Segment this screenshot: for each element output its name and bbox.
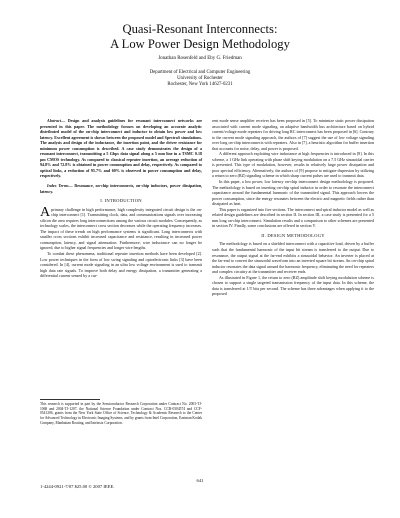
body-paragraph: In this paper, a low power, low latency on-chip interconnect design methodology is proposed. The methodology is based on inserting on-chip spiral inductor in order to resonate the interconnect capacitance around the fundamental harmonic of the transmitted signal. This approach lowers the power consumption, since the energy resonates between the electric and magnetic fields rather than dissipated as heat. [212, 179, 374, 207]
body-paragraph: This paper is organized into five sections. The interconnect and spiral inductor model as well as related design guidelines are described in section II. In section III, a case study is presented for a 5 mm long on-chip interconnect. Simulation results and a comparison to other schemes are presented in section IV. Finally, some conclusions are offered in section V. [212, 206, 374, 229]
index-terms-label: Index Terms [47, 183, 69, 189]
right-column [212, 118, 374, 297]
page-number: 641 [196, 478, 204, 483]
title-line-1: Quasi-Resonant Interconnects: [122, 22, 278, 36]
body-paragraph: The methodology is based on a shielded interconnect with a capacitive load, driven by a buffer such that the fundamental harmonic of the input bit stream is transferred to the output. Due to resonance, the output signal at the far-end exhibits a sinusoidal behavior. An inverter is placed at the far-end to convert the sinusoidal waveform into an inverted square bit stream. An on-chip spiral inductor resonates the data signal around the harmonic frequency, eliminating the need for repeaters and complex circuitry at the transmitter and receiver ends. [212, 241, 374, 275]
body-paragraph: As illustrated in Figure 1, the return to zero (RZ) amplitude shift keying modulation scheme is chosen to support a single targeted transmission frequency of the input data. In this scheme, the data is transferred at 1/T bits per second. The scheme has three advantages when applying it to the proposed [212, 274, 374, 297]
abstract [40, 118, 202, 179]
abstract-text: — Design and analysis guidelines for resonant interconnect networks are presented in this paper. The methodology focuses on developing an accurate analytic distributed model of the on-chip interconnect and inductor to obtain low power and low latency. Excellent agreement is shown between the proposed model and SpectraS simulations. The analysis and design of the inductance, the insertion point, and the driver resistance for minimum power consumption is described. A case study demonstrates the design of a resonant interconnect, transmitting a 5 Gbps data signal along a 5 mm line in a TSMC 0.18 μm CMOS technology. As compared to classical repeater insertion, an average reduction of 94.8% and 72.8% is obtained in power consumption and delay, respectively. As compared to optical links, a reduction of 95.7% and 60% is observed in power consumption and delay, respectively. [40, 118, 202, 179]
title-line-2: A Low Power Design Methodology [110, 37, 290, 51]
affiliation-line: Department of Electrical and Computer Engineering [149, 70, 251, 75]
intro-paragraph-2: To combat these phenomena, traditional repeater insertion methods have been developed [2]. Low power techniques in the form of low swing signaling and optoelectronic links [3] have been considered. In [4], current mode signaling in an ultra low voltage environment is used to transmit high data rate signals. To improve both delay and energy dissipation, a transmitter generating a differential current sensed by a cur- [40, 251, 202, 279]
index-terms-text: — Resonance, on-chip interconnects, on-chip inductors, power dissipation, latency. [40, 183, 203, 194]
footnote: This research is supported in part by the Semiconductor Research Corporation under Contract No. 2003-TJ-1068 and 2004-TJ-1207, the National Science Foundation under Contract Nos. CCR-0304574 and CCF-0541206, grants from the New York State Office of Science, Technology & Academic Research to the Center for Advanced Technology in Electronic Imaging Systems, and by grants from Intel Corporation, Eastman Kodak Company, Manhattan Routing, and Intrinsix Corporation. [40, 402, 202, 425]
section-heading-introduction: I. INTRODUCTION [100, 198, 142, 204]
affiliation-line: University of Rochester [177, 76, 223, 82]
intro-paragraph-1 [40, 204, 202, 251]
paper-title [0, 22, 400, 52]
body-paragraph: A different approach exploiting wire inductance at high frequencies is introduced in [8]. In this scheme, a 1 GHz link operating with phase shift keying modulation on a 7.5 GHz sinusoidal carrier is presented. This type of modulation, however, results in relatively large power dissipation and poor spectral efficiency. Alternatively, the authors of [9] propose to mitigate dispersion by utilizing a return to zero (RZ) signaling scheme in which sharp current pulses are used to transmit data. [212, 151, 374, 179]
abstract-label: Abstract [47, 118, 61, 123]
affiliation [0, 70, 400, 89]
left-column [40, 118, 202, 279]
footnote-rule [40, 399, 100, 400]
intro-text-1: primary challenge in high performance, high complexity integrated circuit design is the on-chip interconnect [1]. Transmitting clock, data, and communications signals over increasing silicon die area requires long interconnections among the various circuit modules. Consequently, as technology scales, the interconnect cross section decreases while the operating frequency increases. The impact of these trends on high performance systems is significant. Long interconnects with smaller cross sections exhibit increased capacitance and resistance, resulting in increased power consumption, latency, and signal attenuation. Furthermore, wire inductance can no longer be ignored, due to higher signal frequencies and longer wire lengths. [40, 206, 202, 251]
section-heading-design-methodology: II. DESIGN METHODOLOGY [261, 232, 325, 238]
copyright-footer: 1-4244-0921-7/07 $25.00 © 2007 IEEE. [40, 484, 115, 489]
drop-cap: A [40, 204, 51, 220]
body-paragraph: rent mode sense amplifier receiver has been proposed in [5]. To minimize static power dissipation associated with current mode signaling, an adaptive bandwidth bus architecture based on hybrid current/voltage mode repeaters for driving long RC interconnect has been proposed in [6]. Contrary to the current mode signaling approach, the authors of [7] suggest the use of low voltage signaling over long on-chip interconnects with repeaters. Also in [7], a heuristic algorithm for buffer insertion that accounts for noise, delay, and power is proposed. [212, 118, 374, 151]
index-terms [40, 183, 202, 194]
authors: Jonathan Rosenfeld and Eby G. Friedman [158, 56, 242, 61]
affiliation-line: Rochester, New York 14627-0231 [167, 82, 233, 88]
